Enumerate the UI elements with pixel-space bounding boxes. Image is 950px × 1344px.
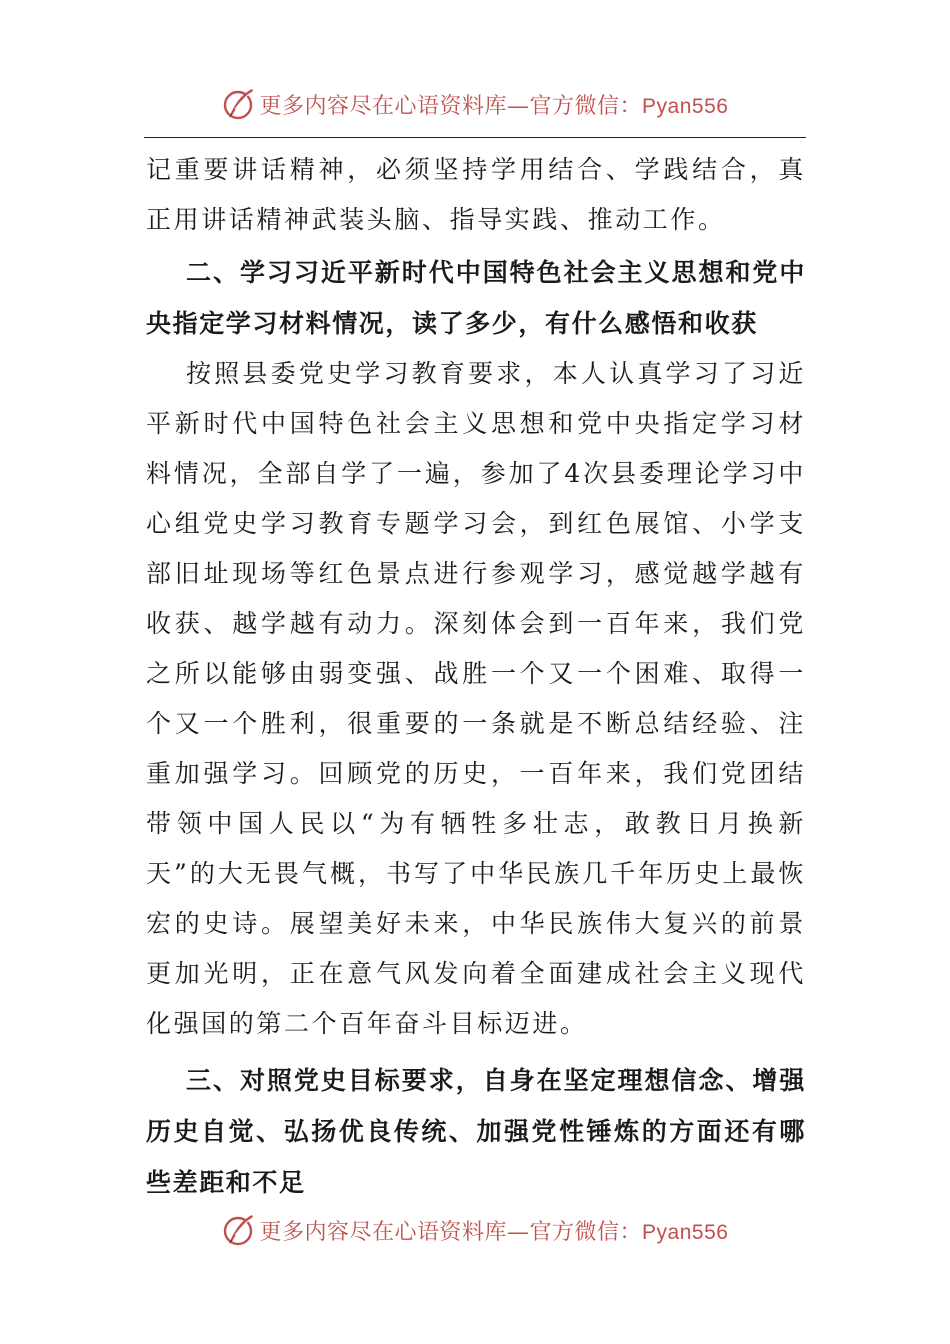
header-banner-cn: 更多内容尽在心语资料库—官方微信：: [259, 93, 643, 119]
paragraph-continuation: 记重要讲话精神，必须坚持学用结合、学践结合，真正用讲话精神武装头脑、指导实践、推动工作。: [146, 155, 806, 234]
section-heading-3: 三、对照党史目标要求，自身在坚定理想信念、增强历史自觉、弘扬优良传统、加强党性锤炼的方面还有哪些差距和不足: [146, 1066, 806, 1197]
quill-pen-logo-icon: [222, 87, 256, 121]
header-banner-text: [260, 89, 729, 120]
footer-banner-text: [260, 1215, 729, 1246]
header-banner: [0, 82, 950, 126]
header-divider: [144, 137, 806, 138]
footer-banner-cn: 更多内容尽在心语资料库—官方微信：: [259, 1219, 643, 1245]
footer-banner-wechat-id: Pyan556: [642, 1220, 729, 1244]
quill-pen-logo-icon: [222, 1213, 256, 1247]
section-heading-2: 二、学习习近平新时代中国特色社会主义思想和党中央指定学习材料情况，读了多少，有什么感悟和收获: [146, 258, 806, 338]
footer-banner: [0, 1208, 950, 1252]
header-banner-wechat-id: Pyan556: [642, 94, 729, 118]
document-body: [146, 145, 806, 1208]
paragraph-section-2: 按照县委党史学习教育要求，本人认真学习了习近平新时代中国特色社会主义思想和党中央指定学习材料情况，全部自学了一遍，参加了4次县委理论学习中心组党史学习教育专题学习会，到红色展馆、小学支部旧址现场等红色景点进行参观学习，感觉越学越有收获、越学越有动力。深刻体会到一百年来，我们党之所以能够由弱变强、战胜一个又一个困难、取得一个又一个胜利，很重要的一条就是不断总结经验、注重加强学习。回顾党的历史，一百年来，我们党团结带领中国人民以“为有牺牲多壮志，敢教日月换新天”的大无畏气概，书写了中华民族几千年历史上最恢宏的史诗。展望美好未来，中华民族伟大复兴的前景更加光明，正在意气风发向着全面建成社会主义现代化强国的第二个百年奋斗目标迈进。: [146, 359, 806, 1038]
